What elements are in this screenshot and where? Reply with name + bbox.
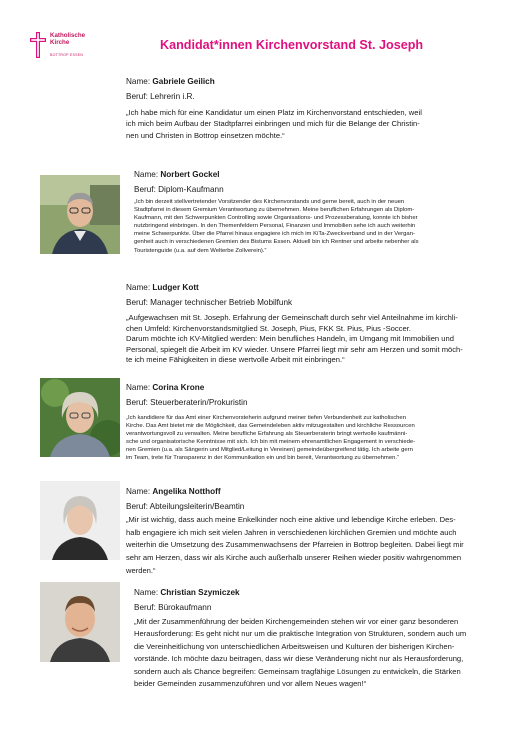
church-logo [30, 32, 102, 60]
candidate-job-line: Beruf: Manager technischer Betrieb Mobilfunk [126, 298, 293, 307]
candidate-photo-norbert-gockel [40, 175, 120, 254]
candidate-norbert-gockel [134, 169, 419, 255]
candidate-name-line: Name: Corina Krone [126, 383, 205, 392]
candidate-job-line: Beruf: Abteilungsleiterin/Beamtin [126, 502, 245, 511]
candidate-ludger-kott [126, 282, 463, 366]
candidate-job-line: Beruf: Bürokaufmann [134, 603, 212, 612]
candidate-statement: „Mit der Zusammenführung der beiden Kirchengemeinden stehen wir vor einer ganz besonderen Herausforderung: Es geht nicht nur um die praktische Integration von Strukturen, sondern auch um die Vereinheitlichung von unterschiedlichen Arbeitsweisen und Kulturen der bisherigen Kirchen- vorstände. Ich möchte dazu beitragen, dass wir diese Veränderung nicht nur als Herausforderung, sondern auch als Chance begreifen: Gemeinsam tragfähige Lösungen zu entwickeln, die Stärken beider Gemeinden zusammenzuführen und vor allem Neues wagen!“ [134, 617, 467, 689]
candidate-angelika-notthoff [126, 486, 464, 578]
candidate-statement: „Mir ist wichtig, dass auch meine Enkelkinder noch eine aktive und lebendige Kirche erleben. Des- halb engagiere ich mich seit vielen Jahren in verschiedenen kirchlichen Gremien und möchte auch weiterhin die Umsetzung des Zusammenwachsens der Pfarreien in Bottrop begleiten. Dabei liegt mir sehr am Herzen, dass wir als Kirche auch außerhalb unserer Reihen wieder positiv wahrgenommen werden.“ [126, 515, 464, 575]
candidate-name-line: Name: Gabriele Geilich [126, 77, 215, 86]
candidate-name-line: Name: Norbert Gockel [134, 170, 220, 179]
cross-icon [30, 32, 46, 58]
logo-wordmark: Katholische Kirche [50, 32, 86, 46]
candidate-job-line: Beruf: Lehrerin i.R. [126, 92, 195, 101]
candidate-photo-angelika-notthoff [40, 481, 120, 560]
page-title: Kandidat*innen Kirchenvorstand St. Joseph [160, 38, 424, 52]
candidate-corina-krone [126, 382, 415, 463]
candidate-name-line: Name: Christian Szymiczek [134, 588, 240, 597]
candidate-photo-christian-szymiczek [40, 582, 120, 662]
candidate-statement: „Ich habe mich für eine Kandidatur um einen Platz im Kirchenvorstand entschieden, weil ich mich beim Aufbau der Stadtpfarrei einbringen und mich für die Belange der Christin- nen und Christen in Bottrop einsetzen möchte.“ [126, 108, 422, 140]
candidate-statement: „Ich bin derzeit stellvertretender Vorsitzender des Kirchenvorstands und gerne bereit, auch in der neuen Stadtpfarrei in diesem Gremium Verantwortung zu übernehmen. Meine beruflichen Erfahrungen als Diplom- Kaufmann, mit den Schwerpunkten Controlling sowie Organisations- und Prozessberatung, konnte ich bisher nutzbringend einbringen. In den Themenfeldern Personal, Finanzen und Immobilien sehe ich auch weiterhin meine Schwerpunkte. Über die Pfarrei hinaus engagiere ich mich im KiTa-Zweckverband und in der Vergan- genheit auch in verschiedenen Gremien des Bistums Essen. Aktuell bin ich Rentner und arbeite nebenher als Touristenguide (u.a. auf dem Welterbe Zollverein).“ [134, 199, 419, 254]
candidate-name-line: Name: Ludger Kott [126, 283, 199, 292]
candidate-gabriele-geilich [126, 76, 422, 141]
candidate-statement: „Aufgewachsen mit St. Joseph. Erfahrung der Gemeinschaft durch sehr viel Anteilnahme im kirchli- chen Umfeld: Kirchenvorstandsmitglied St. Joseph, Pius, FKK St. Pius, Pius -Soccer. Darum möchte ich KV-Mitglied werden: Mein berufliches Handeln, im Umgang mit Immobilien und Personal, spiegelt die Arbeit im KV wieder. Unsere Pfarrei liegt mir sehr am Herzen und somit möch- te ich meine Fähigkeiten in diese wertvolle Arbeit mit einbringen.“ [126, 313, 463, 365]
candidate-christian-szymiczek [134, 587, 466, 690]
candidate-statement: „Ich kandidiere für das Amt einer Kirchenvorsteherin aufgrund meiner tiefen Verbundenheit zur katholischen Kirche. Das Amt bietet mir die Möglichkeit, das Gemeindeleben aktiv mitzugestalten und kirchliche Ressourcen verantwortungsvoll zu verwalten. Meine berufliche Erfahrung als Steuerberaterin bringt wertvolle kaufmänni- sche und organisatorische Kenntnisse mit sich. Ich bin mit meinem ehrenamtlichen Engagement in verschiede- nen Gremien (u.a. als Sängerin und Mitglied/Leitung in Vereinen) gemeindeübergreifend tätig. Ich arbeite gern im Team, trete für Transparenz in der Kommunikation ein und bin bereit, Verantwortung zu übernehmen.“ [126, 415, 416, 462]
candidate-photo-corina-krone [40, 378, 120, 457]
candidate-job-line: Beruf: Diplom-Kaufmann [134, 185, 224, 194]
logo-subline: BOTTROP ESSEN [50, 53, 84, 57]
candidate-job-line: Beruf: Steuerberaterin/Prokuristin [126, 398, 248, 407]
candidate-name-line: Name: Angelika Notthoff [126, 487, 221, 496]
